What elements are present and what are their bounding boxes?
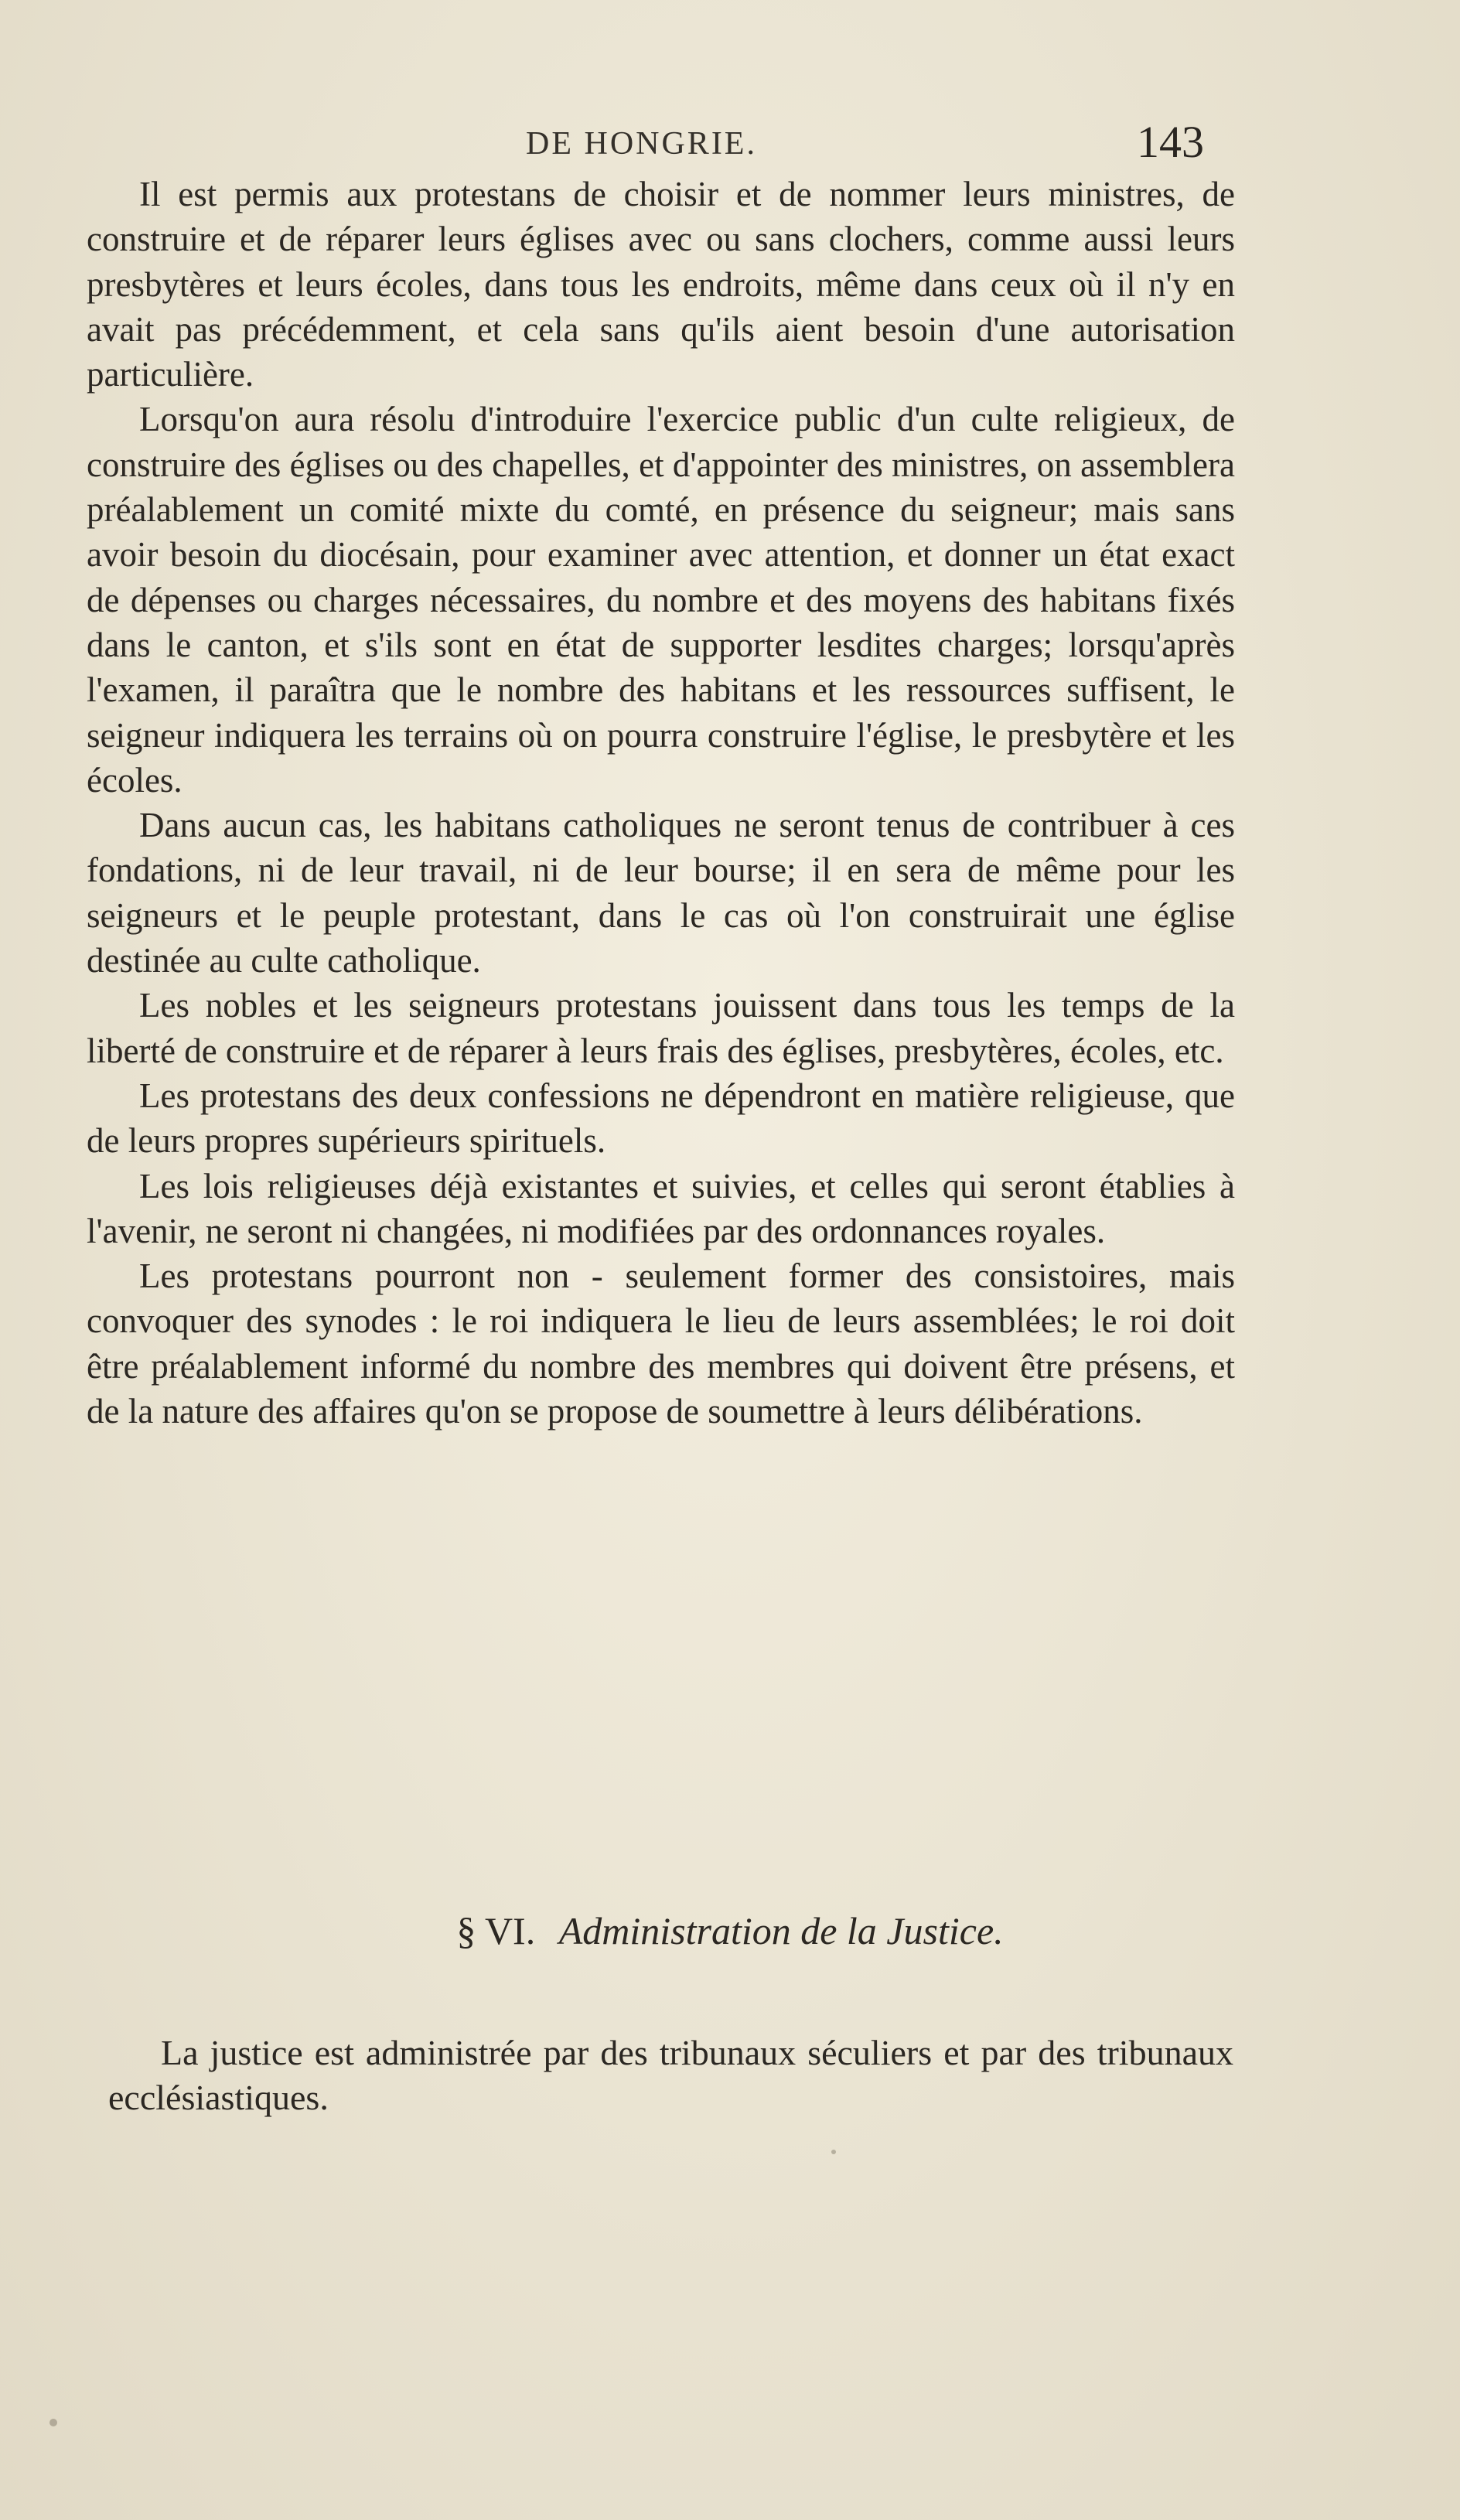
paper-speck — [831, 2150, 836, 2154]
paper-speck — [49, 2419, 57, 2426]
paragraph: Les protestans des deux confessions ne dépendront en matière religieuse, que de leurs propres supérieurs spirituels. — [87, 1076, 1235, 1161]
body-text — [87, 172, 1235, 1434]
paragraph: Les protestans pourront non - seulement former des consistoires, mais convoquer des synodes : le roi indiquera le lieu de leurs assemblées; le roi doit être préalablement informé du nombre des membres qui doivent être présens, et de la nature des affaires qu'on se propose de soumettre à leurs délibérations. — [87, 1257, 1235, 1431]
paragraph: Dans aucun cas, les habitans catholiques ne seront tenus de contribuer à ces fondations, ni de leur travail, ni de leur bourse; il en sera de même pour les seigneurs et le peuple protestant, dans le cas où l'on construirait une église destinée au culte catholique. — [87, 806, 1235, 980]
paragraph: Les nobles et les seigneurs protestans jouissent dans tous les temps de la liberté de construire et de réparer à leurs frais des églises, presbytères, écoles, etc. — [87, 986, 1235, 1070]
paragraph: Lorsqu'on aura résolu d'introduire l'exercice public d'un culte religieux, de construire des églises ou des chapelles, et d'appointer des ministres, on assemblera préalablement un comité mixte du comté, en présence du seigneur; mais sans avoir besoin du diocésain, pour examiner avec attention, et donner un état exact de dépenses ou charges nécessaires, du nombre et des moyens des habitans fixés dans le canton, et s'ils sont en état de supporter lesdites charges; lorsqu'après l'examen, il paraîtra que le nombre des habitans et les ressources suffisent, le seigneur indiquera les terrains où on pourra construire l'église, le presbytère et les écoles. — [87, 400, 1235, 800]
page-number: 143 — [1137, 117, 1204, 167]
paragraph: Les lois religieuses déjà existantes et suivies, et celles qui seront établies à l'avenir, ne seront ni changées, ni modifiées par des ordonnances royales. — [87, 1166, 1235, 1250]
paragraph: Il est permis aux protestans de choisir et de nommer leurs ministres, de construire et de réparer leurs églises avec ou sans clochers, comme aussi leurs presbytères et leurs écoles, dans tous les endroits, même dans ceux où il n'y en avait pas précédemment, et cela sans qu'ils aient besoin d'une autorisation particulière. — [87, 175, 1235, 394]
section-title: Administration de la Justice. — [558, 1909, 1004, 1952]
section-number: § VI. — [456, 1909, 536, 1952]
running-head: DE HONGRIE. — [526, 126, 757, 162]
section-heading — [0, 1908, 1460, 1953]
page-header — [0, 116, 1460, 170]
final-paragraph: La justice est administrée par des tribunaux séculiers et par des tribunaux ecclésiastiques. — [108, 2033, 1233, 2117]
